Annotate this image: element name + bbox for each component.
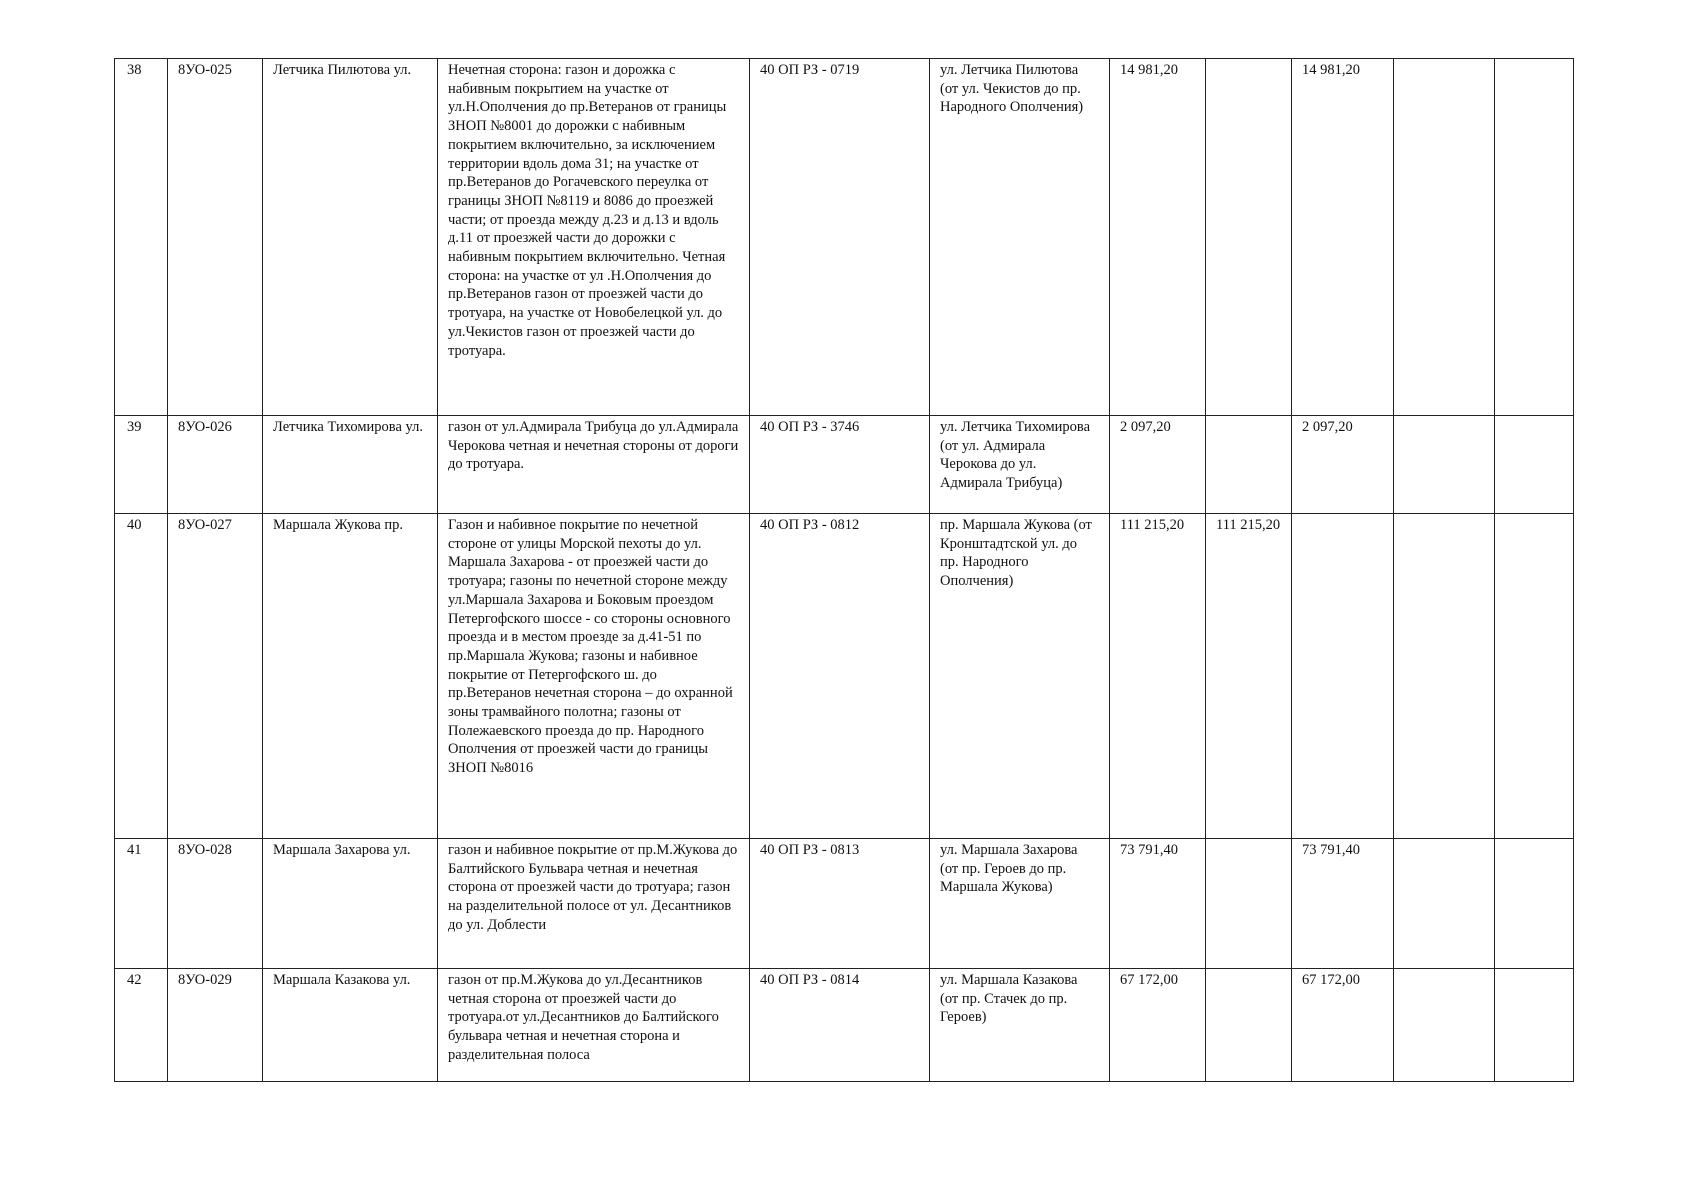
empty-cell-b xyxy=(1495,416,1574,514)
empty-cell-b xyxy=(1495,59,1574,416)
row-number: 40 xyxy=(115,514,168,839)
row-number: 41 xyxy=(115,839,168,969)
road-id: 40 ОП РЗ - 3746 xyxy=(750,416,930,514)
table-row xyxy=(115,514,1574,839)
area-col3: 67 172,00 xyxy=(1292,969,1394,1082)
area-col3: 73 791,40 xyxy=(1292,839,1394,969)
area-col2 xyxy=(1206,59,1292,416)
document-page xyxy=(114,58,1574,1082)
object-code: 8УО-025 xyxy=(168,59,263,416)
road-name: ул. Летчика Пилютова (от ул. Чекистов до пр. Народного Ополчения) xyxy=(930,59,1110,416)
empty-cell-a xyxy=(1394,59,1495,416)
road-name: пр. Маршала Жукова (от Кронштадтской ул. до пр. Народного Ополчения) xyxy=(930,514,1110,839)
area-total: 14 981,20 xyxy=(1110,59,1206,416)
empty-cell-b xyxy=(1495,514,1574,839)
area-description: газон от ул.Адмирала Трибуца до ул.Адмирала Черокова четная и нечетная стороны от дороги до тротуара. xyxy=(438,416,750,514)
green-zones-table xyxy=(114,58,1574,1082)
area-description: газон от пр.М.Жукова до ул.Десантников четная сторона от проезжей части до тротуара.от ул.Десантников до Балтийского бульвара четная и нечетная сторона и разделительная полоса xyxy=(438,969,750,1082)
road-name: ул. Летчика Тихомирова (от ул. Адмирала Черокова до ул. Адмирала Трибуца) xyxy=(930,416,1110,514)
area-description: Нечетная сторона: газон и дорожка с набивным покрытием на участке от ул.Н.Ополчения до пр.Ветеранов от границы ЗНОП №8001 до дорожки с набивным покрытием включительно, за исключением территории вдоль дома 31; на участке от пр.Ветеранов до Рогачевского переулка от границы ЗНОП №8119 и 8086 до проезжей части; от проезда между д.23 и д.13 и вдоль д.11 от проезжей части до дорожки с набивным покрытием включительно. Четная сторона: на участке от ул .Н.Ополчения до пр.Ветеранов газон от проезжей части до тротуара, на участке от Новобелецкой ул. до ул.Чекистов газон от проезжей части до тротуара. xyxy=(438,59,750,416)
table-row xyxy=(115,839,1574,969)
area-description: Газон и набивное покрытие по нечетной стороне от улицы Морской пехоты до ул. Маршала Захарова - от проезжей части до тротуара; газоны по нечетной стороне между ул.Маршала Захарова и Боковым проездом Петергофского шоссе - со стороны основного проезда и в местом проезде за д.41-51 по пр.Маршала Жукова; газоны и набивное покрытие от Петергофского ш. до пр.Ветеранов нечетная сторона – до охранной зоны трамвайного полотна; газоны от Полежаевского проезда до пр. Народного Ополчения от проезжей части до границы ЗНОП №8016 xyxy=(438,514,750,839)
area-total: 2 097,20 xyxy=(1110,416,1206,514)
area-col3: 2 097,20 xyxy=(1292,416,1394,514)
object-code: 8УО-028 xyxy=(168,839,263,969)
area-total: 67 172,00 xyxy=(1110,969,1206,1082)
empty-cell-b xyxy=(1495,839,1574,969)
area-col2: 111 215,20 xyxy=(1206,514,1292,839)
street-name: Летчика Пилютова ул. xyxy=(263,59,438,416)
area-col3: 14 981,20 xyxy=(1292,59,1394,416)
street-name: Летчика Тихомирова ул. xyxy=(263,416,438,514)
area-col2 xyxy=(1206,416,1292,514)
empty-cell-a xyxy=(1394,969,1495,1082)
empty-cell-a xyxy=(1394,416,1495,514)
row-number: 42 xyxy=(115,969,168,1082)
road-id: 40 ОП РЗ - 0812 xyxy=(750,514,930,839)
street-name: Маршала Захарова ул. xyxy=(263,839,438,969)
road-id: 40 ОП РЗ - 0814 xyxy=(750,969,930,1082)
empty-cell-a xyxy=(1394,839,1495,969)
road-id: 40 ОП РЗ - 0719 xyxy=(750,59,930,416)
table-row xyxy=(115,59,1574,416)
area-total: 73 791,40 xyxy=(1110,839,1206,969)
table-row xyxy=(115,416,1574,514)
area-col3 xyxy=(1292,514,1394,839)
road-name: ул. Маршала Захарова (от пр. Героев до пр. Маршала Жукова) xyxy=(930,839,1110,969)
area-col2 xyxy=(1206,969,1292,1082)
table-row xyxy=(115,969,1574,1082)
empty-cell-a xyxy=(1394,514,1495,839)
road-id: 40 ОП РЗ - 0813 xyxy=(750,839,930,969)
object-code: 8УО-026 xyxy=(168,416,263,514)
area-col2 xyxy=(1206,839,1292,969)
street-name: Маршала Жукова пр. xyxy=(263,514,438,839)
object-code: 8УО-027 xyxy=(168,514,263,839)
street-name: Маршала Казакова ул. xyxy=(263,969,438,1082)
object-code: 8УО-029 xyxy=(168,969,263,1082)
area-total: 111 215,20 xyxy=(1110,514,1206,839)
row-number: 38 xyxy=(115,59,168,416)
road-name: ул. Маршала Казакова (от пр. Стачек до пр. Героев) xyxy=(930,969,1110,1082)
area-description: газон и набивное покрытие от пр.М.Жукова до Балтийского Бульвара четная и нечетная сторона от проезжей части до тротуара; газон на разделительной полосе от ул. Десантников до ул. Доблести xyxy=(438,839,750,969)
empty-cell-b xyxy=(1495,969,1574,1082)
row-number: 39 xyxy=(115,416,168,514)
